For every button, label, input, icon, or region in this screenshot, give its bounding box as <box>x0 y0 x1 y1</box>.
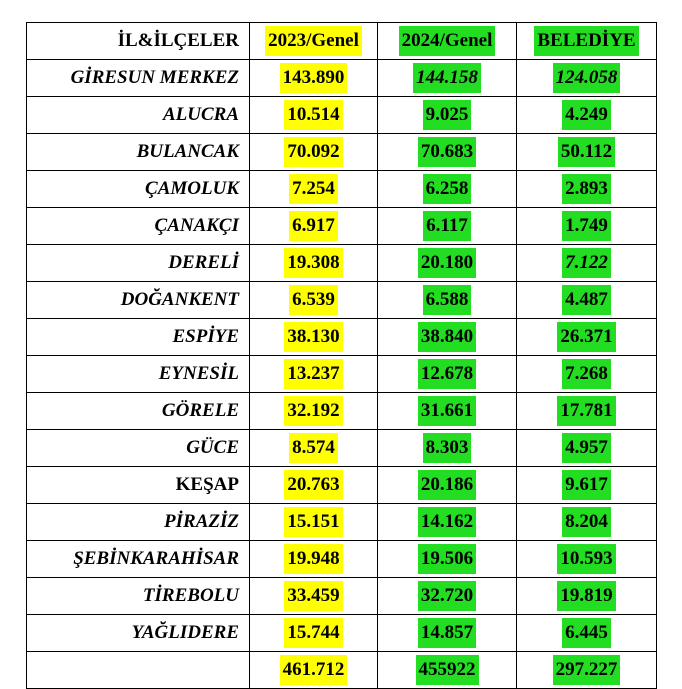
value-2024-cell <box>378 504 517 541</box>
district-cell <box>27 282 250 319</box>
value-municipality: 2.893 <box>562 174 611 204</box>
table-row <box>27 245 657 282</box>
value-2023-cell <box>250 504 378 541</box>
header-region <box>27 23 250 60</box>
district-cell <box>27 430 250 467</box>
value-2024-cell <box>378 578 517 615</box>
header-2023 <box>250 23 378 60</box>
header-2023-label: 2023/Genel <box>265 26 362 56</box>
district-cell <box>27 615 250 652</box>
value-municipality: 7.122 <box>562 248 611 278</box>
district-name: TİREBOLU <box>142 585 239 606</box>
header-municipality <box>517 23 657 60</box>
district-name: KEŞAP <box>175 474 239 495</box>
table-row <box>27 430 657 467</box>
value-2023: 15.151 <box>284 507 342 537</box>
value-2023-cell <box>250 134 378 171</box>
table-row <box>27 282 657 319</box>
district-name: DOĞANKENT <box>120 289 239 310</box>
value-2023-cell <box>250 467 378 504</box>
value-municipality-cell <box>517 60 657 97</box>
table-row <box>27 208 657 245</box>
district-cell <box>27 467 250 504</box>
value-municipality: 19.819 <box>557 581 615 611</box>
table-row <box>27 504 657 541</box>
header-2024-label: 2024/Genel <box>399 26 496 56</box>
value-municipality: 8.204 <box>562 507 611 537</box>
table-row <box>27 541 657 578</box>
value-2024: 31.661 <box>418 396 476 426</box>
value-2024: 19.506 <box>418 544 476 574</box>
district-name: ÇAMOLUK <box>145 178 239 199</box>
value-2024: 32.720 <box>418 581 476 611</box>
value-municipality-cell <box>517 134 657 171</box>
value-2023: 8.574 <box>289 433 338 463</box>
value-2023: 6.539 <box>289 285 338 315</box>
value-2024: 9.025 <box>423 100 472 130</box>
district-cell <box>27 356 250 393</box>
district-name: GÜCE <box>186 437 239 458</box>
value-2023-cell <box>250 208 378 245</box>
value-2023-cell <box>250 541 378 578</box>
district-name: ŞEBİNKARAHİSAR <box>73 548 239 569</box>
header-region-label: İL&İLÇELER <box>117 30 239 51</box>
value-2024-cell <box>378 467 517 504</box>
value-2024: 12.678 <box>418 359 476 389</box>
value-2024-cell <box>378 97 517 134</box>
value-2023: 7.254 <box>289 174 338 204</box>
value-municipality-cell <box>517 467 657 504</box>
value-2023-cell <box>250 430 378 467</box>
value-municipality: 4.487 <box>562 285 611 315</box>
value-2023-cell <box>250 393 378 430</box>
value-2023-cell <box>250 282 378 319</box>
district-name: EYNESİL <box>158 363 239 384</box>
value-municipality: 4.249 <box>562 100 611 130</box>
value-municipality-cell <box>517 578 657 615</box>
table-row <box>27 319 657 356</box>
value-2024-cell <box>378 282 517 319</box>
value-municipality: 6.445 <box>562 618 611 648</box>
value-2023: 38.130 <box>284 322 342 352</box>
value-municipality: 10.593 <box>557 544 615 574</box>
value-municipality: 50.112 <box>558 137 615 167</box>
district-cell <box>27 171 250 208</box>
value-2024-cell <box>378 245 517 282</box>
value-2023-cell <box>250 578 378 615</box>
value-2023: 70.092 <box>284 137 342 167</box>
district-cell <box>27 319 250 356</box>
value-2024-cell <box>378 134 517 171</box>
value-2024: 6.258 <box>423 174 472 204</box>
value-municipality: 17.781 <box>557 396 615 426</box>
value-2023-cell <box>250 356 378 393</box>
value-2023: 10.514 <box>284 100 342 130</box>
district-cell <box>27 245 250 282</box>
value-municipality-cell <box>517 245 657 282</box>
value-2023: 143.890 <box>280 63 348 93</box>
value-2024-cell <box>378 319 517 356</box>
table-row <box>27 393 657 430</box>
table-row <box>27 97 657 134</box>
value-2024: 455922 <box>416 655 479 685</box>
value-2023-cell <box>250 245 378 282</box>
value-2023: 6.917 <box>289 211 338 241</box>
value-municipality-cell <box>517 430 657 467</box>
population-table <box>26 22 657 689</box>
value-2024-cell <box>378 208 517 245</box>
value-2023-cell <box>250 319 378 356</box>
value-municipality: 26.371 <box>557 322 615 352</box>
value-2024: 14.162 <box>418 507 476 537</box>
value-municipality: 4.957 <box>562 433 611 463</box>
table-row <box>27 134 657 171</box>
table-row <box>27 171 657 208</box>
value-2023: 461.712 <box>280 655 348 685</box>
district-name: ÇANAKÇI <box>154 215 239 236</box>
value-2024-cell <box>378 393 517 430</box>
value-2024: 8.303 <box>423 433 472 463</box>
district-cell <box>27 208 250 245</box>
header-2024 <box>378 23 517 60</box>
header-municipality-label: BELEDİYE <box>534 26 638 56</box>
value-2023: 33.459 <box>284 581 342 611</box>
district-name: YAĞLIDERE <box>131 622 239 643</box>
value-2023-cell <box>250 615 378 652</box>
value-municipality: 1.749 <box>562 211 611 241</box>
district-name: GÖRELE <box>161 400 239 421</box>
value-2024: 6.117 <box>423 211 471 241</box>
value-2024-cell <box>378 430 517 467</box>
value-municipality-cell <box>517 171 657 208</box>
value-municipality: 297.227 <box>553 655 621 685</box>
value-municipality-cell <box>517 393 657 430</box>
table-row <box>27 578 657 615</box>
district-name: ESPİYE <box>172 326 239 347</box>
table-row <box>27 615 657 652</box>
value-2024: 70.683 <box>418 137 476 167</box>
district-name: ALUCRA <box>162 104 239 125</box>
table-row <box>27 60 657 97</box>
district-cell <box>27 97 250 134</box>
value-2023: 20.763 <box>284 470 342 500</box>
table-row <box>27 467 657 504</box>
value-2023: 32.192 <box>284 396 342 426</box>
value-municipality-cell <box>517 541 657 578</box>
value-2023: 19.308 <box>284 248 342 278</box>
value-municipality-cell <box>517 319 657 356</box>
value-municipality-cell <box>517 208 657 245</box>
value-2024-cell <box>378 356 517 393</box>
table-row <box>27 356 657 393</box>
district-cell <box>27 504 250 541</box>
header-row <box>27 23 657 60</box>
value-municipality: 124.058 <box>553 63 621 93</box>
value-2023: 15.744 <box>284 618 342 648</box>
value-2023: 19.948 <box>284 544 342 574</box>
district-name: GİRESUN MERKEZ <box>70 67 239 88</box>
value-municipality: 7.268 <box>562 359 611 389</box>
value-2024-cell <box>378 541 517 578</box>
value-2024: 20.180 <box>418 248 476 278</box>
value-municipality-cell <box>517 504 657 541</box>
value-2023: 13.237 <box>284 359 342 389</box>
district-cell <box>27 60 250 97</box>
value-municipality-cell <box>517 356 657 393</box>
value-2024-cell <box>378 171 517 208</box>
district-name: DERELİ <box>168 252 239 273</box>
value-2024-cell <box>378 60 517 97</box>
district-cell <box>27 393 250 430</box>
value-2024: 20.186 <box>418 470 476 500</box>
value-municipality-cell <box>517 97 657 134</box>
value-municipality: 9.617 <box>562 470 611 500</box>
district-cell <box>27 578 250 615</box>
value-2024: 38.840 <box>418 322 476 352</box>
value-2023-cell <box>250 171 378 208</box>
value-2024: 144.158 <box>413 63 481 93</box>
district-name: PİRAZİZ <box>164 511 239 532</box>
district-name: BULANCAK <box>136 141 239 162</box>
value-2023-cell <box>250 97 378 134</box>
district-cell <box>27 134 250 171</box>
value-2024: 6.588 <box>423 285 472 315</box>
district-cell <box>27 541 250 578</box>
value-municipality-cell <box>517 615 657 652</box>
value-2023-cell <box>250 60 378 97</box>
table-body <box>27 23 657 689</box>
value-2024-cell <box>378 615 517 652</box>
value-2024: 14.857 <box>418 618 476 648</box>
value-municipality-cell <box>517 282 657 319</box>
